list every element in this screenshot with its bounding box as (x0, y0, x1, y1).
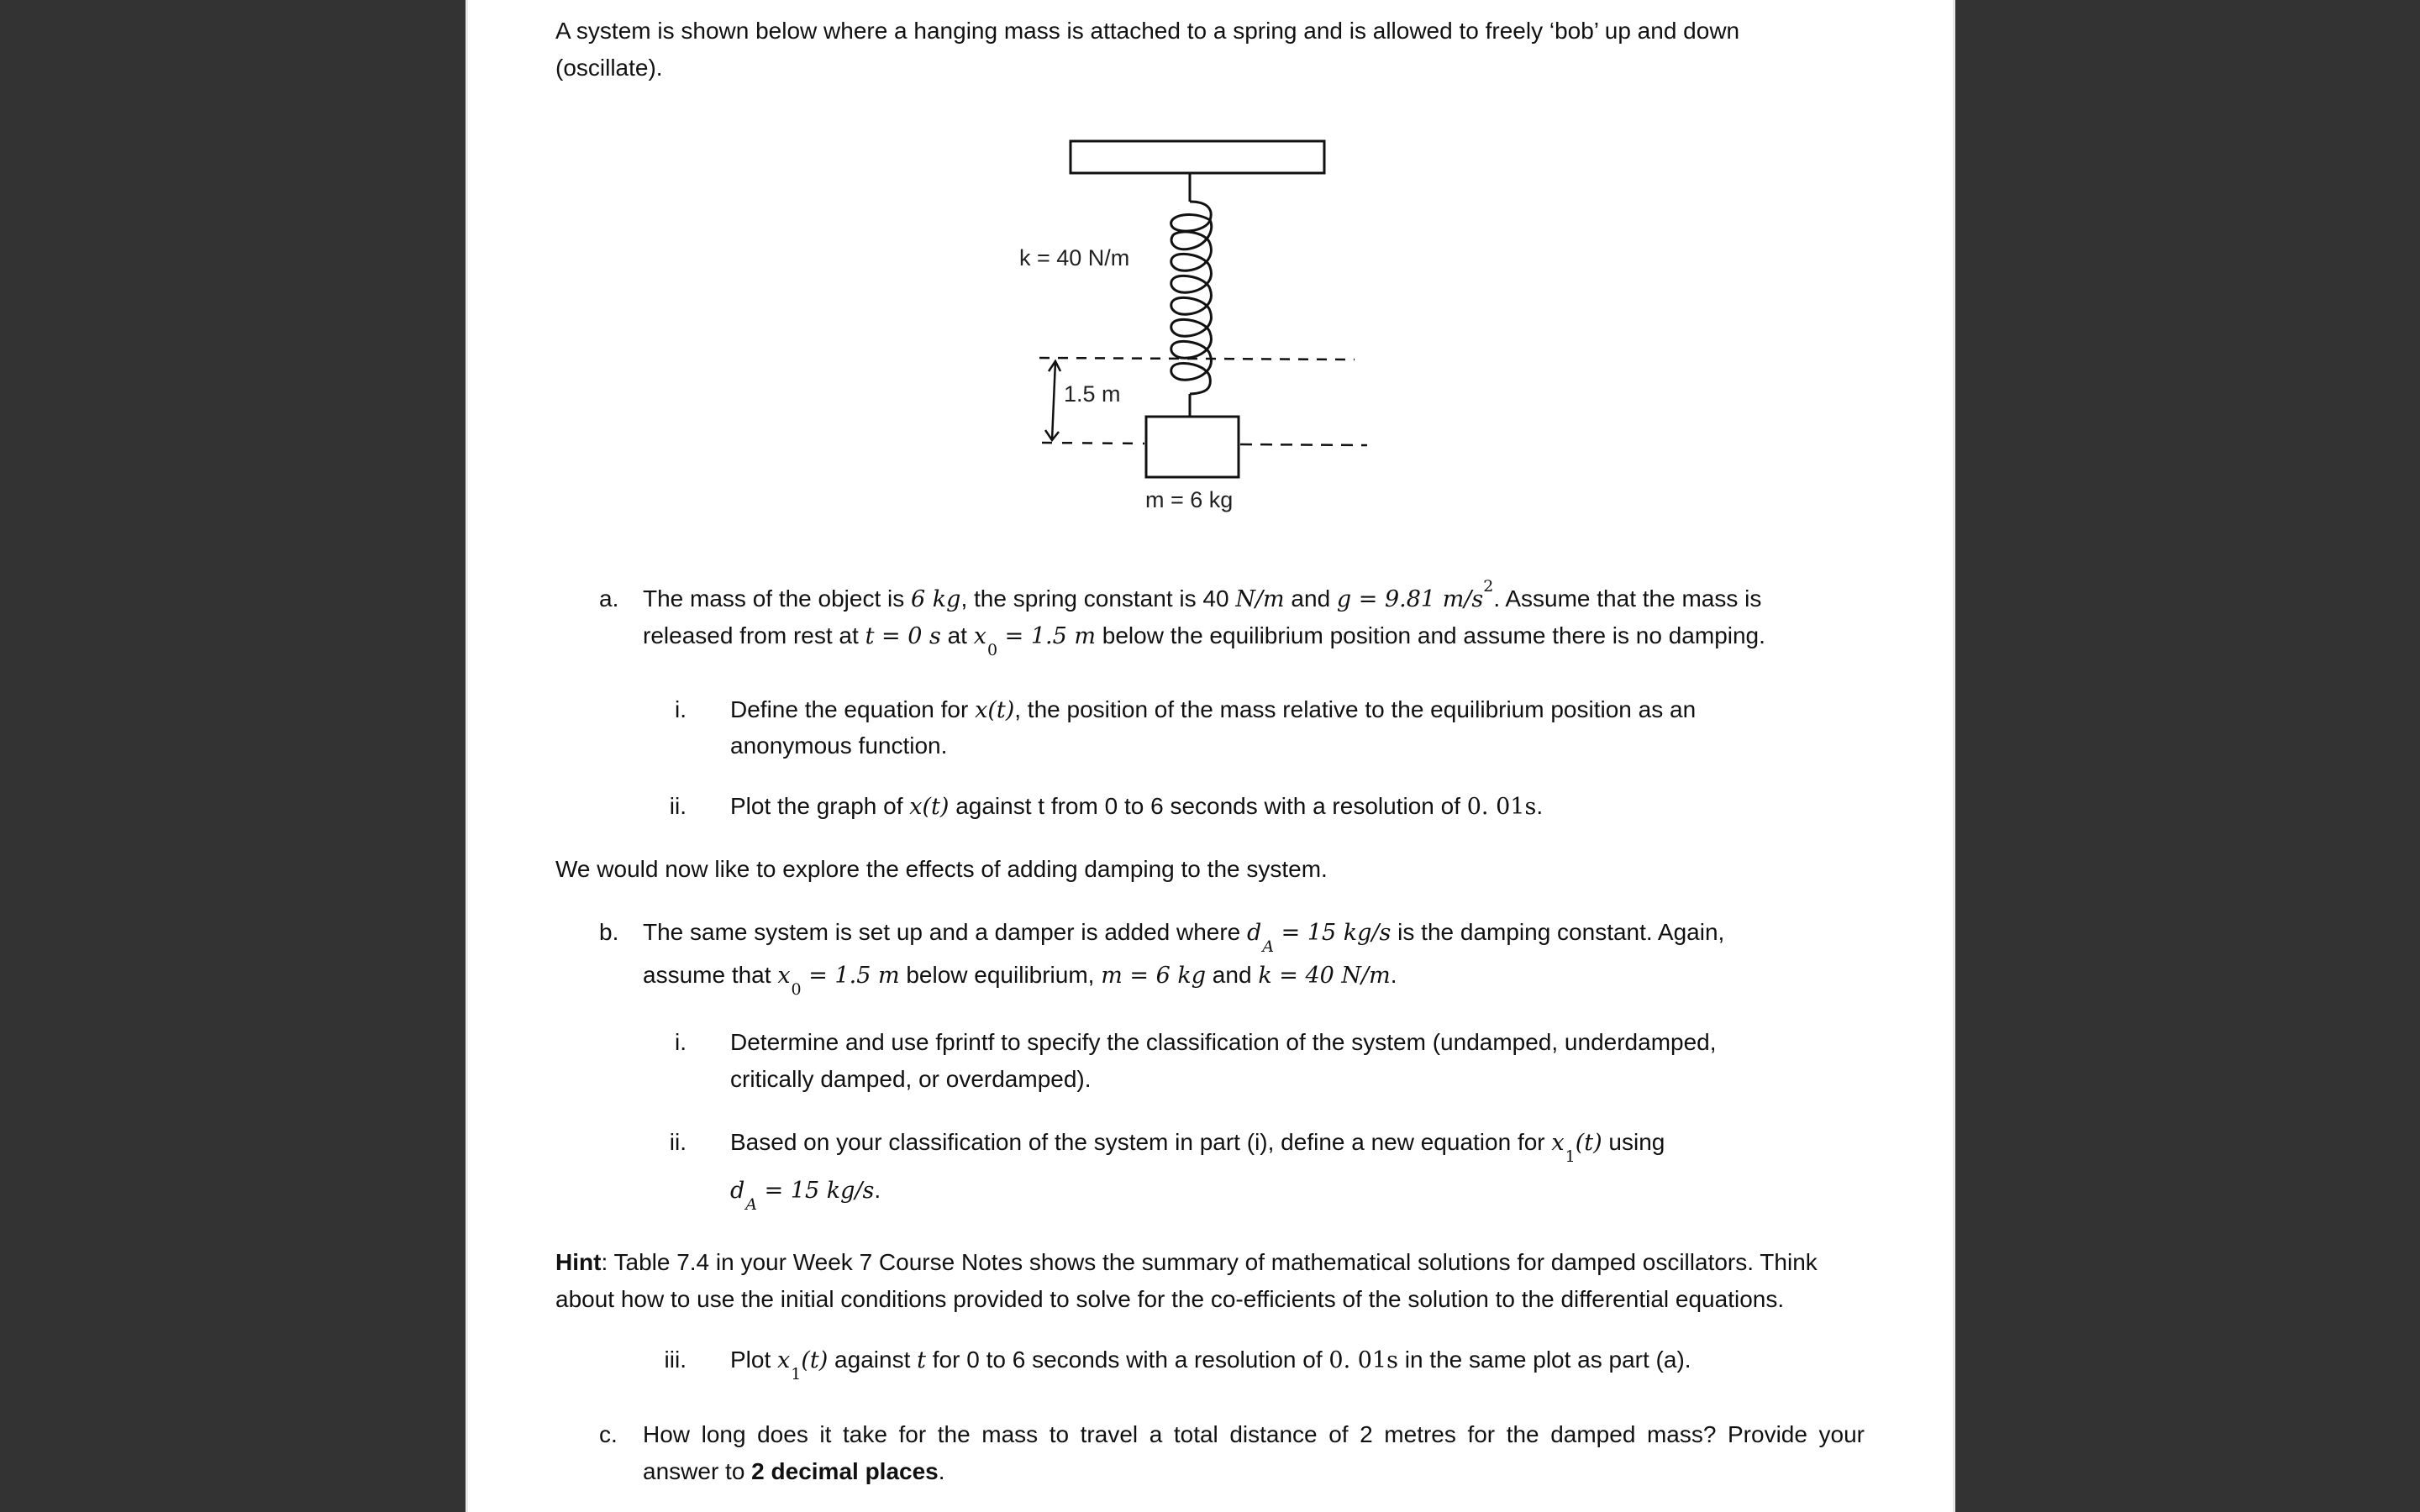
mass-box (1146, 417, 1239, 477)
displacement-label: 1.5 m (1064, 381, 1121, 407)
hint-label: Hint (555, 1249, 602, 1275)
part-a-line1: The mass of the object is 6 kg, the spring constant is 40 N/m and g = 9.81 $m/s^2$. Assume that the mass is (643, 577, 1762, 612)
part-a-i-text-line2: anonymous function. (730, 732, 948, 759)
hint-line2: about how to use the initial conditions provided to solve for the co-efficients of the solution to the differential equations. (555, 1286, 1785, 1312)
displacement-arrow (1052, 361, 1055, 440)
intro-text-line2: (oscillate). (555, 55, 663, 81)
part-a-line2: released from rest at t = 0 s at $x_0 = 1.5$ m below the equilibrium position and assume there is no damping. (643, 622, 1765, 659)
part-b-ii-text: Based on your classification of the system in part (i), define a new equation for $x_1(t)$ using (730, 1129, 1665, 1166)
part-c-label: c. (599, 1421, 618, 1447)
part-c-line1: How long does it take for the mass to travel a total distance of 2 metres for the damped mass? Provide your (643, 1421, 1865, 1447)
part-a-ii-text: Plot the graph of x(t) against t from 0 to 6 seconds with a resolution of 0. 01s. (730, 793, 1544, 820)
part-b-i-text-line2: critically damped, or overdamped). (730, 1066, 1092, 1092)
spring-constant-label: k = 40 N/m (1019, 245, 1130, 270)
intro-text: A system is shown below where a hanging mass is attached to a spring and is allowed to freely ‘bob’ up and down (555, 18, 1740, 44)
part-b-iii-text: Plot $x_1(t)$ against t for 0 to 6 seconds with a resolution of 0. 01s in the same plot as part (a). (730, 1347, 1691, 1383)
transition-text: We would now like to explore the effects of adding damping to the system. (555, 856, 1328, 882)
part-b-ii-label: ii. (669, 1129, 687, 1155)
part-b-ii-text-line2: $d_A = 15$ kg/s. (730, 1177, 881, 1214)
ceiling-support (1071, 141, 1324, 173)
part-b-iii-label: iii. (664, 1347, 687, 1373)
part-a-ii-label: ii. (669, 793, 687, 819)
part-b-line1: The same system is set up and a damper is added where $d_A = 15$ kg/s is the damping constant. Again, (643, 919, 1725, 956)
equilibrium-line (1039, 358, 1355, 360)
part-b-i-label: i. (675, 1029, 687, 1055)
spring-coil (1171, 202, 1212, 394)
part-b-label: b. (599, 919, 619, 945)
part-a-i-text: Define the equation for x(t), the position of the mass relative to the equilibrium position as an (730, 696, 1697, 723)
part-b-line2: assume that $x_0 = 1.5$ m below equilibrium, m = 6 kg and k = 40 N/m. (643, 962, 1397, 999)
part-c-line2: answer to 2 decimal places. (643, 1458, 945, 1484)
mass-label: m = 6 kg (1145, 487, 1234, 512)
part-a-label: a. (599, 585, 619, 612)
hint-line1: Hint: Table 7.4 in your Week 7 Course Notes shows the summary of mathematical solutions for damped oscillators. Think (555, 1249, 1818, 1275)
part-a-i-label: i. (675, 696, 687, 722)
part-b-i-text: Determine and use fprintf to specify the classification of the system (undamped, underdamped, (730, 1029, 1717, 1055)
